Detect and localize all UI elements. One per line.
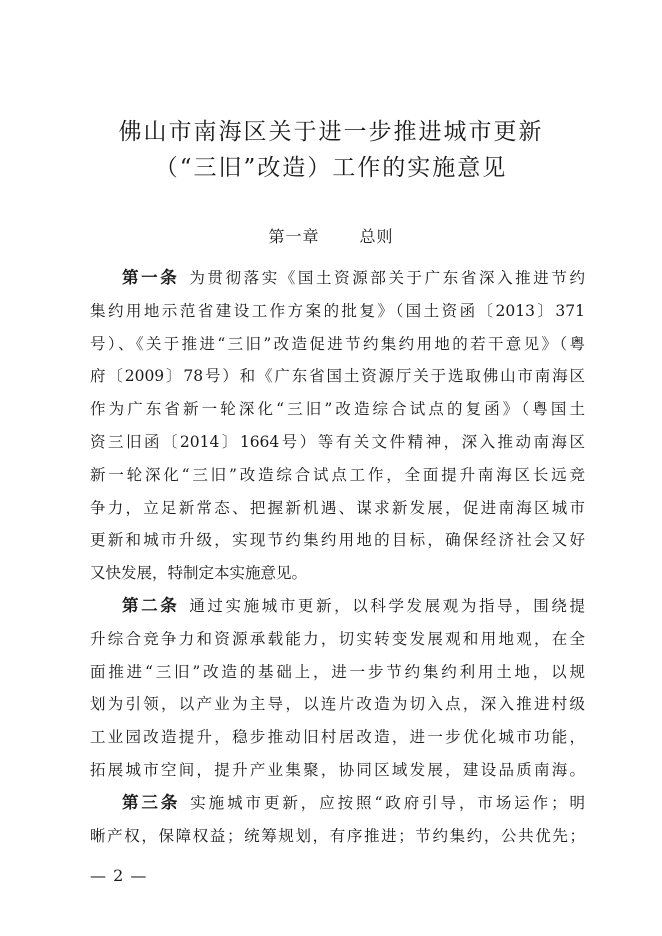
article-2-head: 第二条 — [122, 595, 180, 615]
chapter-number: 第一章 — [268, 227, 320, 246]
title-line-2: （“三旧”改造）工作的实施意见 — [154, 155, 508, 181]
title-line-1: 佛山市南海区关于进一步推进城市更新 — [118, 119, 544, 145]
document-title — [60, 114, 602, 186]
article-1-line: 更新和城市升级，实现节约集约用地的目标，确保经济社会又好 — [90, 531, 585, 550]
article-2-line: 划为引领，以产业为主导，以连片改造为切入点，深入推进村级 — [90, 695, 585, 714]
article-1-line: 号）、《关于推进“三旧”改造促进节约集约用地的若干意见》（粤 — [90, 334, 585, 353]
chapter-heading — [0, 224, 662, 247]
body-text — [90, 262, 585, 852]
article-2-line: 第二条 通过实施城市更新，以科学发展观为指导，围绕提 — [122, 595, 585, 615]
article-1-line: 又快发展，特制定本实施意见。 — [90, 564, 308, 583]
article-1-line: 新一轮深化“三旧”改造综合试点工作，全面提升南海区长远竞 — [90, 465, 585, 484]
article-1-line: 作为广东省新一轮深化“三旧”改造综合试点的复函》（粤国土 — [90, 400, 585, 419]
article-2-line: 面推进“三旧”改造的基础上，进一步节约集约利用土地，以规 — [90, 662, 585, 681]
article-1-line: 府〔2009〕78号）和《广东省国土资源厅关于选取佛山市南海区 — [90, 367, 585, 386]
article-3-line: 晰产权，保障权益；统筹规划，有序推进；节约集约，公共优先； — [90, 826, 585, 845]
article-2-line: 升综合竞争力和资源承载能力，切实转变发展观和用地观，在全 — [90, 629, 585, 648]
article-2-line: 工业园改造提升，稳步推动旧村居改造，进一步优化城市功能， — [90, 728, 585, 747]
article-3-line: 第三条 实施城市更新，应按照“政府引导，市场运作；明 — [122, 792, 585, 812]
article-1-line: 集约用地示范省建设工作方案的批复》（国土资函〔2013〕371 — [90, 301, 585, 320]
page-number: — 2 — — [90, 866, 148, 885]
chapter-name: 总则 — [359, 227, 394, 246]
article-2-line: 拓展城市空间，提升产业集聚，协同区域发展，建设品质南海。 — [90, 760, 585, 779]
article-1-line: 第一条 为贯彻落实《国土资源部关于广东省深入推进节约 — [122, 268, 585, 287]
article-3-head: 第三条 — [122, 792, 181, 812]
article-1-line: 资三旧函〔2014〕1664号）等有关文件精神，深入推动南海区 — [90, 432, 585, 451]
article-1-head: 第一条 — [122, 268, 180, 287]
article-1-line: 争力，立足新常态、把握新机遇、谋求新发展，促进南海区城市 — [90, 498, 585, 517]
